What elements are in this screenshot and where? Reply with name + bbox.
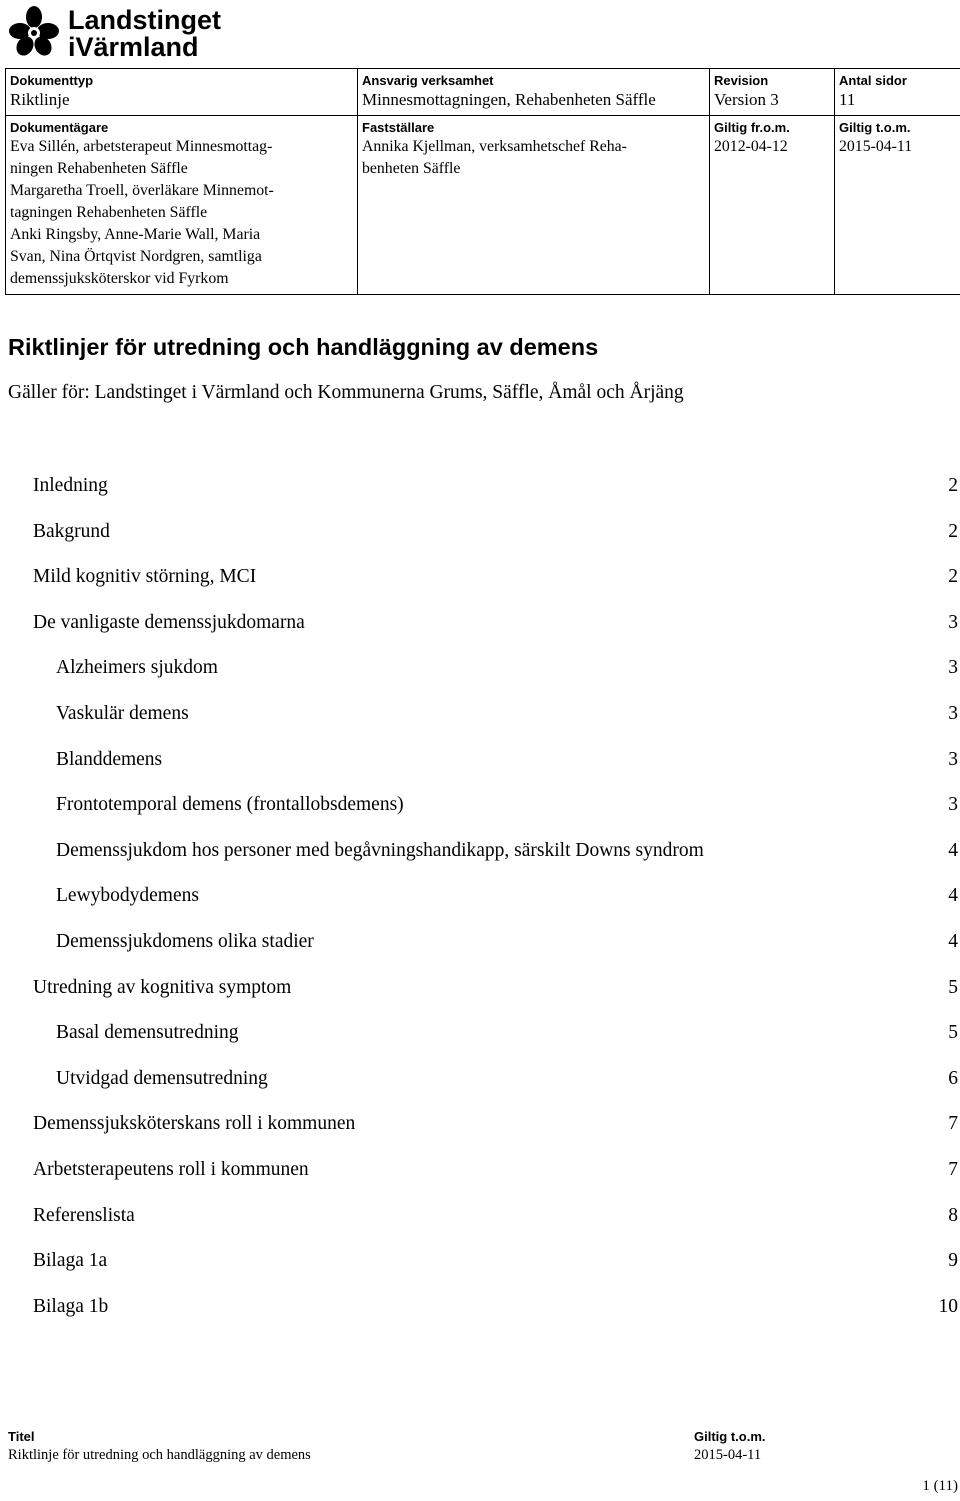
table-of-contents: [0, 468, 960, 1334]
toc-entry-title: De vanligaste demenssjukdomarna: [33, 611, 305, 633]
toc-entry-page: 2: [948, 520, 958, 542]
logo-line-2: iVärmland: [68, 32, 199, 62]
toc-entry[interactable]: [0, 787, 960, 833]
toc-entry-page: 3: [948, 611, 958, 633]
page-number: 1 (11): [922, 1478, 958, 1494]
toc-entry-title: Utredning av kognitiva symptom: [33, 976, 292, 998]
toc-entry-page: 7: [948, 1158, 958, 1180]
toc-entry-page: 6: [948, 1067, 958, 1089]
valid-to-label: Giltig t.o.m.: [839, 120, 911, 135]
flower-emblem-icon: [8, 5, 60, 63]
toc-entry-page: 8: [948, 1204, 958, 1226]
pages-cell: [835, 69, 960, 116]
owner-value: Eva Sillén, arbetsterapeut Minnesmottag- ningen Rehabenheten Säffle Margaretha Troell, överläkare Minnemot- tagningen Rehabenheten Säffle Anki Ringsby, Anne-Marie Wall, Maria Svan, Nina Örtqvist Nordgren, samtliga demenssjuksköterskor vid Fyrkom: [10, 138, 274, 287]
toc-entry-title: Bilaga 1b: [33, 1295, 109, 1317]
toc-entry-page: 3: [948, 657, 958, 679]
revision-cell: [710, 69, 835, 116]
toc-entry[interactable]: [0, 924, 960, 970]
doc-type-value: Riktlinje: [10, 90, 70, 109]
toc-entry-title: Bakgrund: [33, 520, 110, 542]
toc-entry-title: Basal demensutredning: [56, 1022, 239, 1044]
toc-entry-page: 4: [948, 930, 958, 952]
valid-from-value: 2012-04-12: [714, 138, 788, 155]
toc-entry[interactable]: [0, 650, 960, 696]
applies-to-text: Gäller för: Landstinget i Värmland och Kommunerna Grums, Säffle, Åmål och Årjäng: [8, 382, 684, 403]
toc-entry[interactable]: [0, 742, 960, 788]
toc-entry-page: 4: [948, 839, 958, 861]
toc-entry-title: Demenssjukdomens olika stadier: [56, 930, 314, 952]
toc-entry-page: 9: [948, 1250, 958, 1272]
toc-entry-page: 3: [948, 794, 958, 816]
logo-wordmark: [68, 7, 221, 61]
footer-title-label: Titel: [8, 1429, 35, 1444]
toc-entry[interactable]: [0, 1106, 960, 1152]
approver-cell: [358, 116, 710, 295]
logo: [8, 4, 221, 64]
toc-entry-page: 2: [948, 475, 958, 496]
revision-value: Version 3: [714, 90, 779, 109]
revision-label: Revision: [714, 73, 769, 88]
toc-entry-page: 5: [948, 976, 958, 998]
toc-entry-title: Blanddemens: [56, 748, 163, 770]
toc-entry[interactable]: [0, 1152, 960, 1198]
logo-line-1: Landstinget: [68, 5, 221, 35]
toc-entry[interactable]: [0, 1061, 960, 1107]
toc-entry-title: Frontotemporal demens (frontallobsdemens): [56, 794, 404, 816]
responsible-value: Minnesmottagningen, Rehabenheten Säffle: [362, 90, 656, 109]
toc-entry-title: Demenssjuksköterskans roll i kommunen: [33, 1113, 356, 1135]
toc-entry-page: 10: [938, 1295, 958, 1317]
owner-cell: [6, 116, 358, 295]
toc-entry[interactable]: [0, 514, 960, 560]
approver-value: Annika Kjellman, verksamhetschef Reha- benheten Säffle: [362, 138, 627, 177]
toc-entry-title: Lewybodydemens: [56, 885, 199, 907]
document-metadata-table: [5, 68, 960, 295]
toc-entry[interactable]: [0, 1198, 960, 1244]
toc-entry[interactable]: [0, 1015, 960, 1061]
pages-label: Antal sidor: [839, 73, 907, 88]
toc-entry-title: Alzheimers sjukdom: [56, 657, 218, 679]
toc-entry-title: Vaskulär demens: [56, 702, 189, 724]
document-title: Riktlinjer för utredning och handläggning av demens: [8, 334, 599, 360]
toc-entry[interactable]: [0, 696, 960, 742]
doc-type-label: Dokumenttyp: [10, 73, 94, 88]
toc-entry-page: 5: [948, 1022, 958, 1044]
footer-valid-to-label: Giltig t.o.m.: [694, 1429, 766, 1444]
approver-label: Fastställare: [362, 120, 435, 135]
toc-entry-page: 3: [948, 702, 958, 724]
toc-entry-page: 3: [948, 748, 958, 770]
toc-entry[interactable]: [0, 1243, 960, 1289]
toc-entry[interactable]: [0, 878, 960, 924]
valid-to-value: 2015-04-11: [839, 138, 913, 155]
footer-valid-to-value: 2015-04-11: [694, 1447, 762, 1463]
toc-entry-title: Referenslista: [33, 1204, 135, 1226]
toc-entry-title: Utvidgad demensutredning: [56, 1067, 268, 1089]
metadata-row-1: [6, 69, 960, 116]
valid-from-cell: [710, 116, 835, 295]
toc-entry[interactable]: [0, 1289, 960, 1335]
valid-from-label: Giltig fr.o.m.: [714, 120, 790, 135]
footer-title-value: Riktlinje för utredning och handläggning av demens: [8, 1447, 311, 1463]
doc-type-cell: [6, 69, 358, 116]
toc-entry[interactable]: [0, 833, 960, 879]
responsible-cell: [358, 69, 710, 116]
toc-entry-page: 7: [948, 1113, 958, 1135]
toc-entry[interactable]: [0, 468, 960, 514]
toc-entry-title: Mild kognitiv störning, MCI: [33, 566, 257, 588]
toc-entry-title: Demenssjukdom hos personer med begåvningshandikapp, särskilt Downs syndrom: [56, 839, 704, 861]
toc-entry[interactable]: [0, 559, 960, 605]
toc-entry-title: Bilaga 1a: [33, 1250, 108, 1272]
owner-label: Dokumentägare: [10, 120, 109, 135]
toc-entry[interactable]: [0, 605, 960, 651]
toc-entry-title: Arbetsterapeutens roll i kommunen: [33, 1158, 309, 1180]
toc-entry-page: 4: [948, 885, 958, 907]
responsible-label: Ansvarig verksamhet: [362, 73, 494, 88]
valid-to-cell: [835, 116, 960, 295]
toc-entry-page: 2: [948, 566, 958, 588]
toc-entry-title: Inledning: [33, 475, 108, 496]
pages-value: 11: [839, 90, 856, 109]
toc-entry[interactable]: [0, 970, 960, 1016]
metadata-row-2: [6, 116, 960, 295]
